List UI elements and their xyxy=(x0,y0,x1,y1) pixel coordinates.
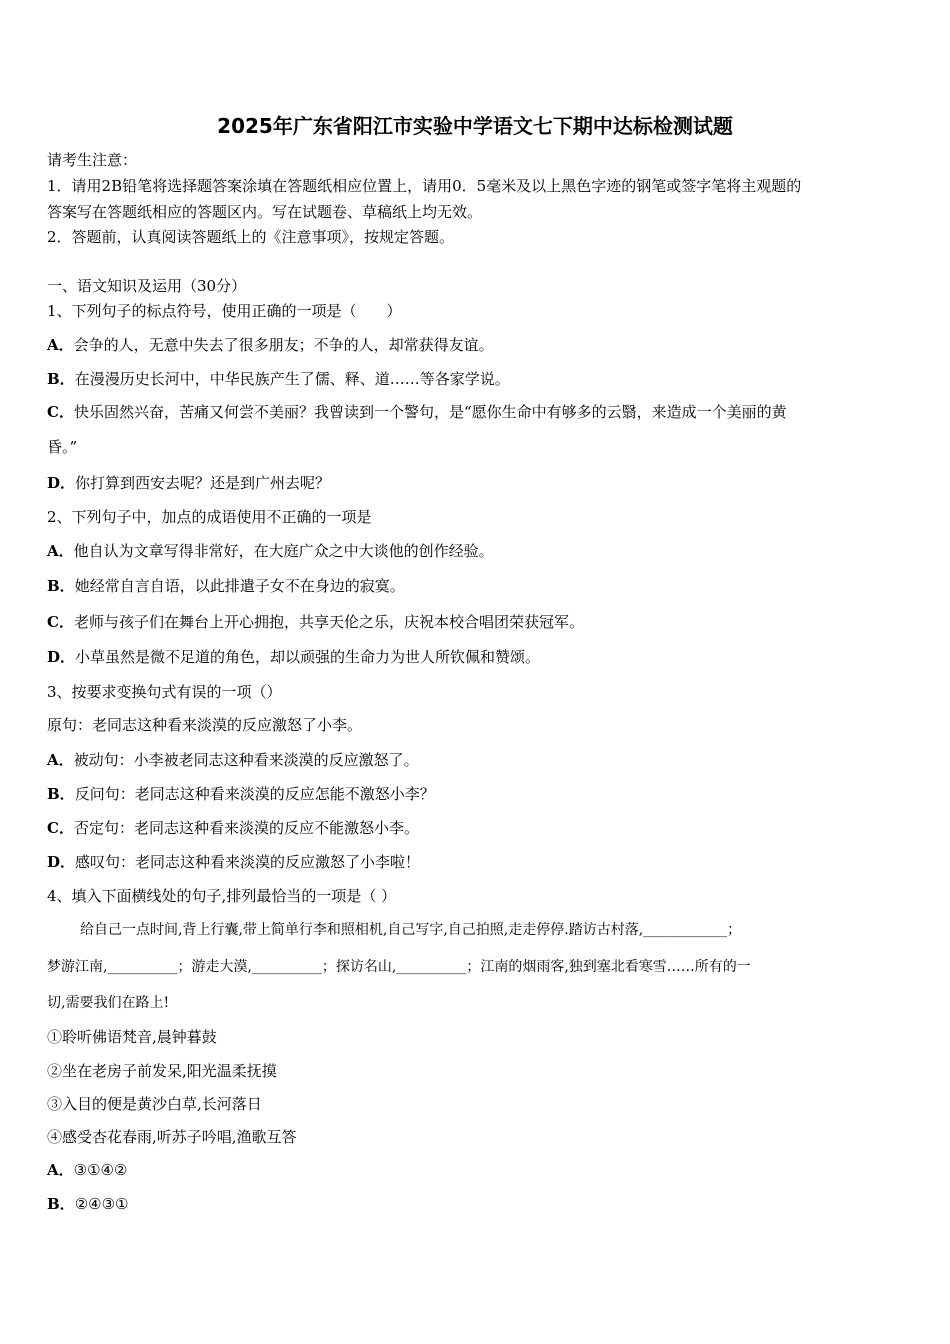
line-text: 梦游江南,__________；游走大漠,__________；探访名山,__________；江南的烟雨客,独到塞北看寒雪……所有的一 xyxy=(47,959,751,975)
text-line xyxy=(47,993,169,1013)
line-text: 小草虽然是微不足道的角色，却以顽强的生命力为世人所钦佩和赞颂。 xyxy=(75,648,541,666)
line-text: 3、按要求变换句式有误的一项（） xyxy=(47,683,282,701)
line-text: 在漫漫历史长河中，中华民族产生了儒、释、道……等各家学说。 xyxy=(74,370,510,388)
option-label: C． xyxy=(47,403,74,421)
line-text: 原句：老同志这种看来淡漠的反应激怒了小李。 xyxy=(47,716,363,734)
text-line xyxy=(47,1127,297,1147)
answer-option xyxy=(47,647,540,667)
answer-option xyxy=(47,612,584,632)
text-line xyxy=(47,715,362,735)
option-label: A． xyxy=(47,751,74,769)
line-text: 反问句：老同志这种看来淡漠的反应怎能不激怒小李？ xyxy=(74,785,435,803)
line-text: 2．答题前，认真阅读答题纸上的《注意事项》，按规定答题。 xyxy=(47,228,455,246)
text-line xyxy=(47,886,396,906)
line-text: 你打算到西安去呢？还是到广州去呢？ xyxy=(75,474,331,492)
text-line xyxy=(47,437,77,457)
line-text: ③①④② xyxy=(73,1161,128,1179)
answer-option xyxy=(47,541,494,561)
line-text: 请考生注意： xyxy=(47,151,138,169)
text-line xyxy=(47,202,482,222)
line-text: 会争的人，无意中失去了很多朋友；不争的人，却常获得友谊。 xyxy=(73,336,494,354)
answer-option xyxy=(47,1160,127,1180)
document-title: 2025年广东省阳江市实验中学语文七下期中达标检测试题 xyxy=(217,114,733,138)
option-label: D． xyxy=(47,853,76,871)
line-text: 她经常自言自语，以此排遣子女不在身边的寂寞。 xyxy=(74,577,405,595)
answer-option xyxy=(47,576,405,596)
text-line xyxy=(47,176,801,196)
option-label: C． xyxy=(47,819,74,837)
text-line xyxy=(47,276,246,296)
line-text: 一、语文知识及运用（30分） xyxy=(47,277,247,295)
text-line xyxy=(80,920,741,940)
answer-option xyxy=(47,818,419,838)
option-label: A． xyxy=(47,1161,74,1179)
text-line xyxy=(47,1061,277,1081)
answer-option xyxy=(47,402,787,422)
option-label: B． xyxy=(47,1195,75,1213)
line-text: 答案写在答题纸相应的答题区内。写在试题卷、草稿纸上均无效。 xyxy=(47,203,483,221)
line-text: 1、下列句子的标点符号，使用正确的一项是（ ） xyxy=(47,302,402,320)
text-line xyxy=(47,227,454,247)
option-label: B． xyxy=(47,577,75,595)
text-line xyxy=(47,682,282,702)
answer-option xyxy=(47,784,435,804)
option-label: A． xyxy=(47,336,74,354)
answer-option xyxy=(47,1194,128,1214)
answer-option xyxy=(47,750,419,770)
text-line xyxy=(47,301,402,321)
answer-option xyxy=(47,369,510,389)
text-line xyxy=(47,507,372,527)
option-label: B． xyxy=(47,370,75,388)
line-text: ②④③① xyxy=(74,1195,129,1213)
option-label: C． xyxy=(47,613,74,631)
line-text: 切,需要我们在路上! xyxy=(47,995,170,1011)
answer-option xyxy=(47,335,494,355)
answer-option xyxy=(47,473,330,493)
text-line xyxy=(47,1094,262,1114)
option-label: A． xyxy=(47,542,74,560)
line-text: ①聆听佛语梵音,晨钟暮鼓 xyxy=(47,1028,217,1046)
option-label: D． xyxy=(47,648,76,666)
line-text: 2、下列句子中，加点的成语使用不正确的一项是 xyxy=(47,508,372,526)
text-line xyxy=(47,150,137,170)
line-text: 感叹句：老同志这种看来淡漠的反应激怒了小李啦！ xyxy=(75,853,421,871)
line-text: ③入目的便是黄沙白草,长河落日 xyxy=(47,1095,262,1113)
answer-option xyxy=(47,852,420,872)
line-text: 快乐固然兴奋，苦痛又何尝不美丽？我曾读到一个警句，是“愿你生命中有够多的云翳，来造成一个美丽的黄 xyxy=(73,403,787,421)
line-text: 1．请用2B铅笔将选择题答案涂填在答题纸相应位置上，请用0．5毫米及以上黑色字迹的钢笔或签字笔将主观题的 xyxy=(47,177,802,195)
line-text: 被动句：小李被老同志这种看来淡漠的反应激怒了。 xyxy=(73,751,419,769)
text-line xyxy=(47,957,751,977)
line-text: 否定句：老同志这种看来淡漠的反应不能激怒小李。 xyxy=(73,819,419,837)
line-text: 他自认为文章写得非常好，在大庭广众之中大谈他的创作经验。 xyxy=(73,542,494,560)
line-text: 给自己一点时间,背上行囊,带上简单行李和照相机,自己写字,自己拍照,走走停停.踏访古村落,____________； xyxy=(80,922,742,938)
line-text: ②坐在老房子前发呆,阳光温柔抚摸 xyxy=(47,1062,277,1080)
line-text: ④感受杏花春雨,听苏子吟唱,渔歌互答 xyxy=(47,1128,297,1146)
line-text: 4、填入下面横线处的句子,排列最恰当的一项是（ ） xyxy=(47,887,397,905)
text-line xyxy=(47,1027,217,1047)
line-text: 老师与孩子们在舞台上开心拥抱，共享天伦之乐，庆祝本校合唱团荣获冠军。 xyxy=(73,613,584,631)
line-text: 昏。” xyxy=(47,438,78,456)
option-label: B． xyxy=(47,785,75,803)
option-label: D． xyxy=(47,474,76,492)
